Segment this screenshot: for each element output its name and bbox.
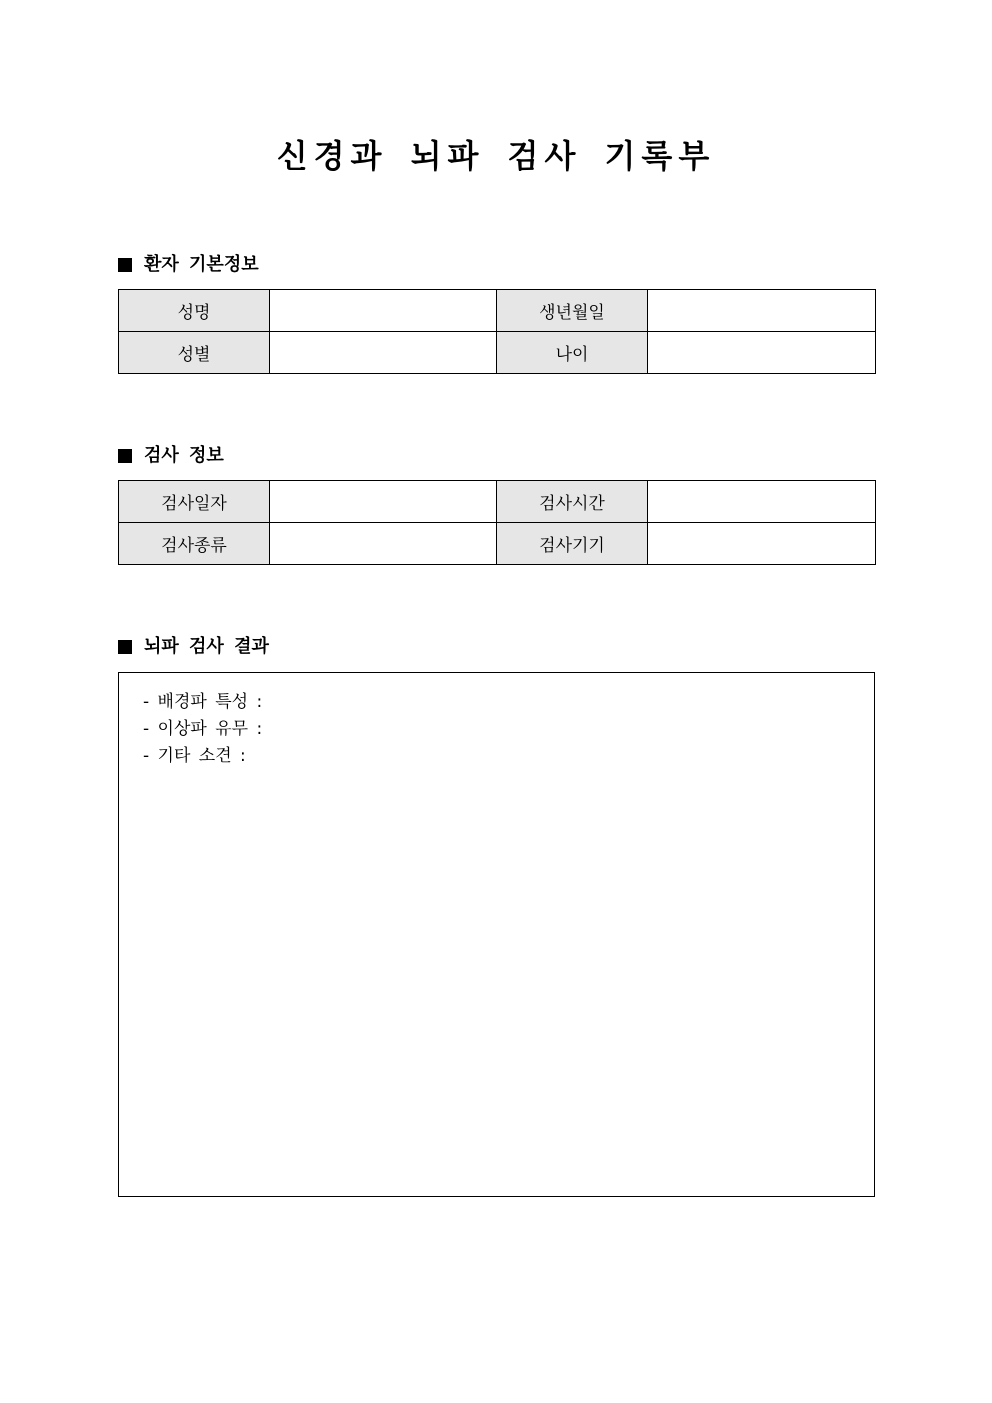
exam-time-label: 검사시간	[497, 481, 648, 523]
patient-info-heading	[118, 251, 259, 279]
eeg-results-heading	[118, 633, 269, 661]
birthdate-field[interactable]	[648, 290, 876, 332]
name-field[interactable]	[270, 290, 497, 332]
age-label: 나이	[497, 332, 648, 374]
exam-info-heading-text: 검사 정보	[144, 445, 224, 466]
exam-info-table	[118, 480, 876, 565]
square-bullet-icon	[118, 640, 132, 654]
exam-type-field[interactable]	[270, 523, 497, 565]
table-row	[119, 481, 876, 523]
exam-date-field[interactable]	[270, 481, 497, 523]
eeg-results-list	[119, 673, 874, 770]
other-findings-item: - 기타 소견 :	[143, 746, 246, 766]
birthdate-label: 생년월일	[497, 290, 648, 332]
exam-type-label: 검사종류	[119, 523, 270, 565]
square-bullet-icon	[118, 449, 132, 463]
sex-field[interactable]	[270, 332, 497, 374]
name-label: 성명	[119, 290, 270, 332]
sex-label: 성별	[119, 332, 270, 374]
patient-info-table	[118, 289, 876, 374]
exam-device-field[interactable]	[648, 523, 876, 565]
abnormal-wave-item: - 이상파 유무 :	[143, 719, 263, 739]
square-bullet-icon	[118, 258, 132, 272]
exam-info-heading	[118, 442, 224, 470]
patient-info-heading-text: 환자 기본정보	[144, 254, 259, 275]
table-row	[119, 290, 876, 332]
exam-date-label: 검사일자	[119, 481, 270, 523]
age-field[interactable]	[648, 332, 876, 374]
exam-time-field[interactable]	[648, 481, 876, 523]
eeg-results-box[interactable]	[118, 672, 875, 1197]
table-row	[119, 523, 876, 565]
background-wave-item: - 배경파 특성 :	[143, 692, 263, 712]
exam-device-label: 검사기기	[497, 523, 648, 565]
document-title: 신경과 뇌파 검사 기록부	[276, 137, 716, 175]
table-row	[119, 332, 876, 374]
eeg-results-heading-text: 뇌파 검사 결과	[144, 636, 269, 657]
